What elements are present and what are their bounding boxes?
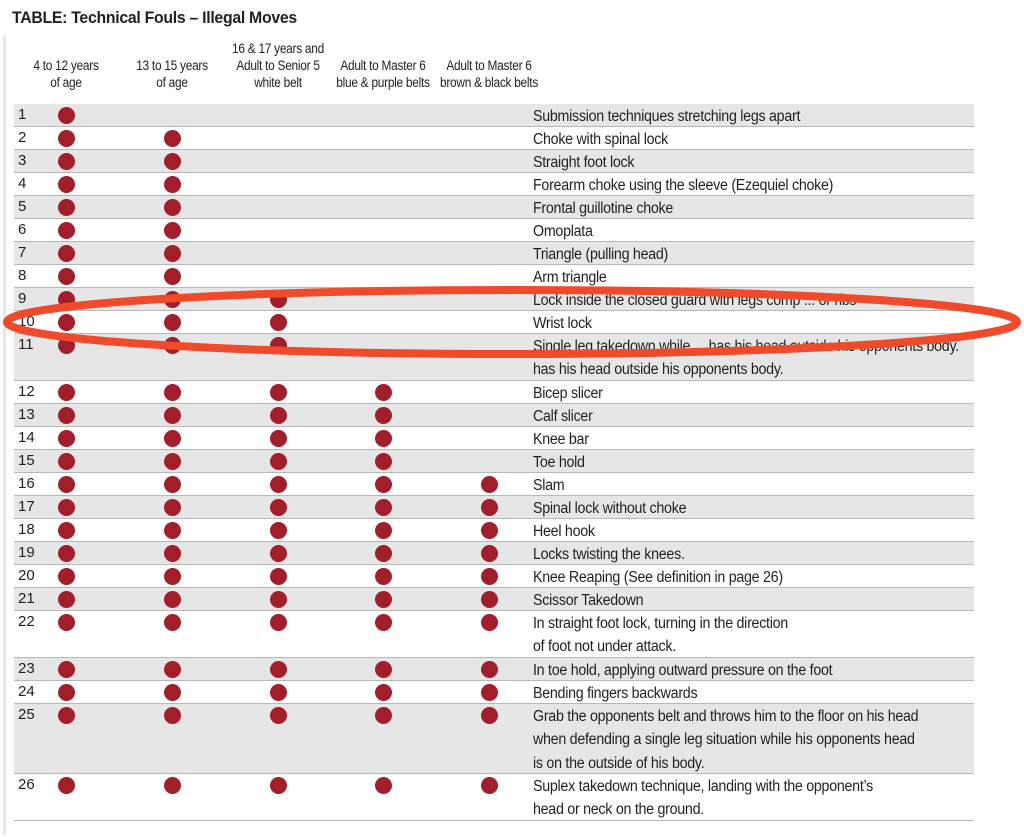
applies-marker-dot: [270, 661, 287, 678]
description-line: Knee Reaping (See definition in page 26): [533, 569, 783, 586]
table-row: [14, 774, 974, 821]
page-margin-rule: [3, 35, 6, 835]
description-line: is on the outside of his body.: [533, 754, 705, 772]
foul-description: [533, 220, 938, 243]
row-number: 17: [18, 498, 35, 515]
applies-marker-dot: [164, 130, 181, 147]
applies-marker-dot: [58, 568, 75, 585]
applies-marker-dot: [270, 291, 287, 308]
row-number: 12: [18, 383, 35, 400]
applies-marker-dot: [481, 568, 498, 585]
column-header-line: Adult to Master 6: [340, 58, 426, 73]
applies-marker-dot: [481, 499, 498, 516]
table-row: [14, 704, 974, 774]
applies-marker-dot: [164, 499, 181, 516]
table-row: [14, 611, 974, 658]
applies-marker-dot: [164, 222, 181, 239]
applies-marker-dot: [270, 384, 287, 401]
applies-marker-dot: [164, 176, 181, 193]
foul-description: [533, 266, 938, 289]
applies-marker-dot: [270, 407, 287, 424]
description-line: Calf slicer: [533, 408, 593, 425]
row-number: 4: [18, 175, 27, 192]
table-row: [14, 450, 974, 473]
applies-marker-dot: [270, 591, 287, 608]
applies-marker-dot: [164, 453, 181, 470]
foul-description: [533, 612, 938, 659]
applies-marker-dot: [58, 499, 75, 516]
table-row: [14, 542, 974, 565]
applies-marker-dot: [164, 707, 181, 724]
applies-marker-dot: [481, 777, 498, 794]
row-number: 1: [18, 106, 27, 123]
applies-marker-dot: [58, 777, 75, 794]
applies-marker-dot: [481, 707, 498, 724]
foul-description: [533, 682, 938, 705]
applies-marker-dot: [164, 268, 181, 285]
applies-marker-dot: [58, 245, 75, 262]
applies-marker-dot: [58, 453, 75, 470]
foul-description: [533, 243, 938, 266]
applies-marker-dot: [58, 107, 75, 124]
applies-marker-dot: [375, 777, 392, 794]
foul-description: [533, 451, 938, 474]
applies-marker-dot: [375, 684, 392, 701]
description-line: In toe hold, applying outward pressure on the foot: [533, 662, 833, 679]
applies-marker-dot: [58, 384, 75, 401]
applies-marker-dot: [375, 707, 392, 724]
applies-marker-dot: [58, 545, 75, 562]
applies-marker-dot: [164, 314, 181, 331]
applies-marker-dot: [270, 453, 287, 470]
row-number: 21: [18, 590, 35, 607]
table-row: [14, 127, 974, 150]
table-title: TABLE: Technical Fouls – Illegal Moves: [12, 8, 297, 27]
applies-marker-dot: [375, 545, 392, 562]
description-line: Grab the opponents belt and throws him to the floor on his head: [533, 708, 919, 725]
applies-marker-dot: [164, 684, 181, 701]
applies-marker-dot: [164, 384, 181, 401]
applies-marker-dot: [481, 476, 498, 493]
table-row: [14, 565, 974, 588]
foul-description: [533, 105, 938, 128]
description-line: Frontal guillotine choke: [533, 200, 674, 217]
applies-marker-dot: [375, 591, 392, 608]
table-row: [14, 242, 974, 265]
table-row: [14, 496, 974, 519]
column-header-line: brown & black belts: [439, 75, 538, 90]
foul-description: [533, 382, 938, 405]
description-line: has his head outside his opponents body.: [533, 361, 784, 379]
applies-marker-dot: [58, 337, 75, 354]
description-line: Omoplata: [533, 223, 593, 240]
foul-description: [533, 659, 938, 682]
foul-description: [533, 128, 938, 151]
applies-marker-dot: [270, 337, 287, 354]
column-header-line: Adult to Senior 5: [236, 58, 320, 73]
foul-description: [533, 335, 959, 382]
foul-description: [533, 520, 938, 543]
row-number: 3: [18, 152, 27, 169]
row-number: 20: [18, 567, 35, 584]
applies-marker-dot: [58, 268, 75, 285]
row-number: 22: [18, 613, 35, 630]
row-number: 2: [18, 129, 27, 146]
table-row: [14, 588, 974, 611]
applies-marker-dot: [481, 661, 498, 678]
description-line: Locks twisting the knees.: [533, 546, 685, 563]
applies-marker-dot: [58, 130, 75, 147]
applies-marker-dot: [270, 476, 287, 493]
applies-marker-dot: [270, 614, 287, 631]
applies-marker-dot: [375, 407, 392, 424]
column-header-4: [326, 57, 440, 91]
applies-marker-dot: [481, 614, 498, 631]
column-header-line: white belt: [254, 75, 302, 90]
table-row: [14, 196, 974, 219]
description-line: Triangle (pulling head): [533, 246, 669, 263]
row-number: 15: [18, 452, 35, 469]
applies-marker-dot: [375, 661, 392, 678]
foul-description: [533, 775, 938, 822]
table-row: [14, 219, 974, 242]
table-row: [14, 681, 974, 704]
applies-marker-dot: [375, 430, 392, 447]
column-header-3: [221, 40, 335, 91]
column-header-line: 4 to 12 years: [33, 58, 99, 73]
table-row: [14, 150, 974, 173]
applies-marker-dot: [164, 291, 181, 308]
row-number: 26: [18, 776, 35, 793]
applies-marker-dot: [375, 453, 392, 470]
description-line: Choke with spinal lock: [533, 131, 669, 148]
row-number: 25: [18, 706, 35, 723]
applies-marker-dot: [164, 430, 181, 447]
applies-marker-dot: [375, 476, 392, 493]
applies-marker-dot: [270, 314, 287, 331]
applies-marker-dot: [58, 684, 75, 701]
description-line: Bicep slicer: [533, 385, 603, 402]
description-line: Heel hook: [533, 523, 595, 540]
column-header-line: blue & purple belts: [336, 75, 430, 90]
table-row: [14, 288, 974, 311]
table-row: [14, 658, 974, 681]
applies-marker-dot: [164, 545, 181, 562]
row-number: 16: [18, 475, 35, 492]
description-line: Knee bar: [533, 431, 589, 448]
fouls-table: [14, 104, 974, 821]
applies-marker-dot: [58, 522, 75, 539]
applies-marker-dot: [375, 499, 392, 516]
foul-description: [533, 705, 938, 775]
description-line: Slam: [533, 477, 565, 494]
applies-marker-dot: [58, 291, 75, 308]
applies-marker-dot: [270, 777, 287, 794]
foul-description: [533, 312, 938, 335]
row-number: 9: [18, 290, 27, 307]
applies-marker-dot: [481, 684, 498, 701]
foul-description: [533, 589, 938, 612]
applies-marker-dot: [164, 661, 181, 678]
table-row: [14, 381, 974, 404]
column-header-1: [13, 57, 119, 91]
applies-marker-dot: [164, 591, 181, 608]
applies-marker-dot: [270, 684, 287, 701]
table-row: [14, 404, 974, 427]
applies-marker-dot: [58, 661, 75, 678]
table-row: [14, 311, 974, 334]
applies-marker-dot: [58, 176, 75, 193]
applies-marker-dot: [58, 707, 75, 724]
applies-marker-dot: [481, 545, 498, 562]
applies-marker-dot: [164, 614, 181, 631]
applies-marker-dot: [481, 522, 498, 539]
description-line: Single leg takedown while ... has his head outside his opponents body.: [533, 338, 959, 355]
column-header-line: of age: [156, 75, 188, 90]
applies-marker-dot: [164, 337, 181, 354]
column-header-line: 16 & 17 years and: [232, 41, 324, 56]
applies-marker-dot: [164, 407, 181, 424]
applies-marker-dot: [58, 476, 75, 493]
description-line: of foot not under attack.: [533, 638, 676, 656]
description-line: Lock inside the closed guard with legs comp ... or ribs: [533, 292, 857, 309]
applies-marker-dot: [270, 522, 287, 539]
applies-marker-dot: [58, 430, 75, 447]
row-number: 18: [18, 521, 35, 538]
table-row: [14, 427, 974, 450]
applies-marker-dot: [164, 245, 181, 262]
foul-description: [533, 428, 938, 451]
applies-marker-dot: [164, 153, 181, 170]
applies-marker-dot: [270, 707, 287, 724]
applies-marker-dot: [164, 522, 181, 539]
applies-marker-dot: [58, 222, 75, 239]
applies-marker-dot: [375, 614, 392, 631]
applies-marker-dot: [164, 476, 181, 493]
applies-marker-dot: [58, 407, 75, 424]
applies-marker-dot: [58, 153, 75, 170]
description-line: Forearm choke using the sleeve (Ezequiel choke): [533, 177, 834, 194]
column-header-line: of age: [50, 75, 82, 90]
description-line: In straight foot lock, turning in the direction: [533, 615, 788, 632]
foul-description: [533, 474, 938, 497]
applies-marker-dot: [58, 591, 75, 608]
description-line: Submission techniques stretching legs apart: [533, 108, 801, 125]
column-header-2: [119, 57, 225, 91]
foul-description: [533, 405, 938, 428]
applies-marker-dot: [375, 568, 392, 585]
description-line: when defending a single leg situation while his opponents head: [533, 731, 915, 749]
foul-description: [533, 151, 938, 174]
description-line: Spinal lock without choke: [533, 500, 687, 517]
row-number: 10: [18, 313, 35, 330]
row-number: 7: [18, 244, 27, 261]
table-row: [14, 473, 974, 496]
column-header-5: [432, 57, 546, 91]
table-row: [14, 334, 974, 381]
row-number: 6: [18, 221, 27, 238]
applies-marker-dot: [375, 384, 392, 401]
applies-marker-dot: [58, 614, 75, 631]
row-number: 24: [18, 683, 35, 700]
applies-marker-dot: [270, 499, 287, 516]
description-line: Wrist lock: [533, 315, 592, 332]
description-line: Toe hold: [533, 454, 585, 471]
applies-marker-dot: [164, 199, 181, 216]
applies-marker-dot: [164, 568, 181, 585]
applies-marker-dot: [270, 545, 287, 562]
foul-description: [533, 174, 938, 197]
row-number: 13: [18, 406, 35, 423]
table-row: [14, 265, 974, 288]
row-number: 23: [18, 660, 35, 677]
foul-description: [533, 543, 938, 566]
column-header-line: Adult to Master 6: [446, 58, 532, 73]
applies-marker-dot: [58, 314, 75, 331]
table-row: [14, 173, 974, 196]
table-row: [14, 519, 974, 542]
row-number: 11: [18, 336, 34, 353]
applies-marker-dot: [375, 522, 392, 539]
table-row: [14, 104, 974, 127]
applies-marker-dot: [164, 777, 181, 794]
foul-description: [533, 566, 938, 589]
foul-description: [533, 289, 938, 312]
description-line: Scissor Takedown: [533, 592, 644, 609]
description-line: Straight foot lock: [533, 154, 635, 171]
applies-marker-dot: [58, 199, 75, 216]
row-number: 8: [18, 267, 27, 284]
description-line: Suplex takedown technique, landing with the opponent’s: [533, 778, 874, 795]
applies-marker-dot: [270, 568, 287, 585]
foul-description: [533, 197, 938, 220]
foul-description: [533, 497, 938, 520]
row-number: 19: [18, 544, 35, 561]
row-number: 5: [18, 198, 27, 215]
description-line: Bending fingers backwards: [533, 685, 698, 702]
column-header-line: 13 to 15 years: [136, 58, 208, 73]
description-line: head or neck on the ground.: [533, 801, 704, 819]
applies-marker-dot: [481, 591, 498, 608]
applies-marker-dot: [270, 430, 287, 447]
description-line: Arm triangle: [533, 269, 607, 286]
row-number: 14: [18, 429, 35, 446]
